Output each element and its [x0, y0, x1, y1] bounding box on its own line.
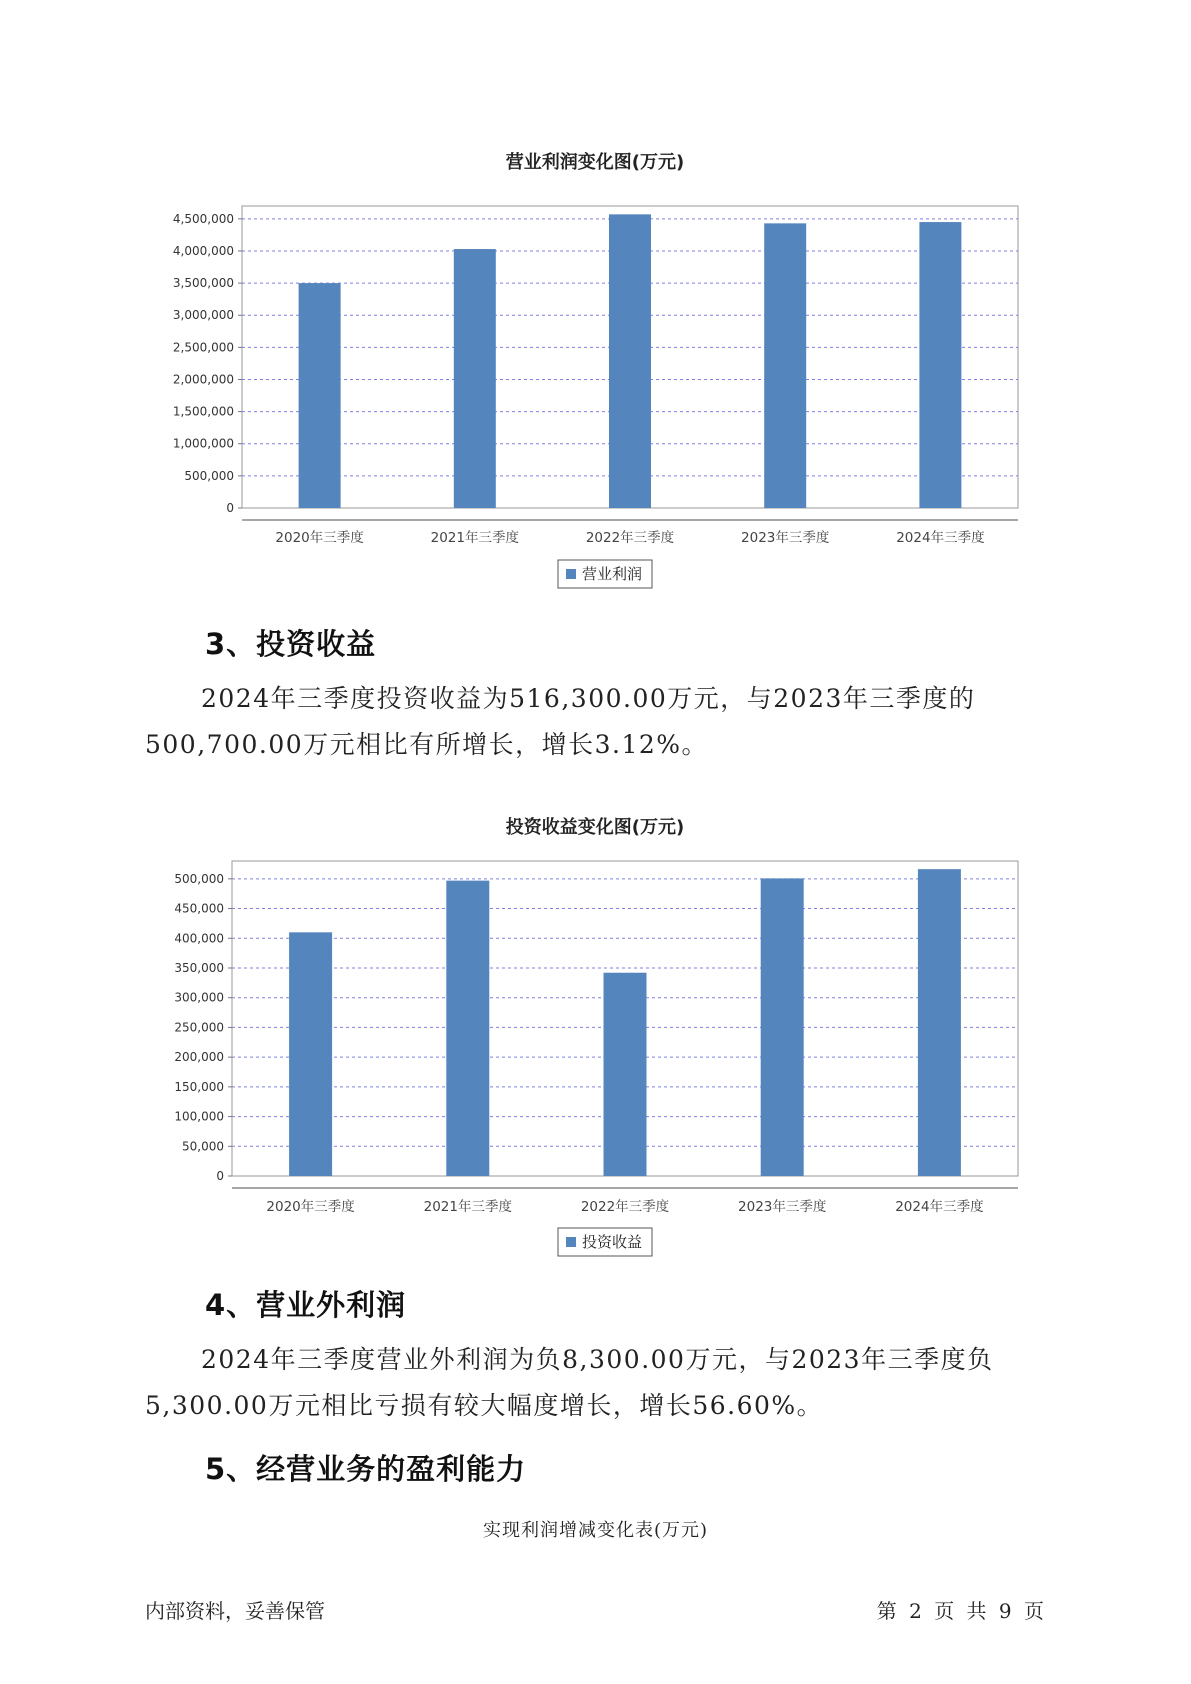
section-3-line-2: 500,700.00万元相比有所增长，增长3.12%。: [145, 730, 709, 759]
investment-income-chart: [0, 795, 1191, 1265]
category-label: 2024年三季度: [895, 1199, 984, 1215]
y-tick-label: 2,000,000: [172, 372, 234, 387]
legend-label: 营业利润: [582, 565, 643, 583]
section-3-line-1: 2024年三季度投资收益为516,300.00万元，与2023年三季度的: [201, 684, 976, 713]
operating-profit-chart: [0, 130, 1191, 600]
y-tick-label: 500,000: [184, 468, 234, 483]
section-4-heading: 4、营业外利润: [205, 1288, 407, 1322]
y-tick-label: 50,000: [182, 1139, 224, 1154]
category-label: 2024年三季度: [896, 530, 985, 546]
bar-2: [454, 249, 496, 508]
bar-3: [609, 214, 651, 508]
bar-2: [446, 881, 489, 1176]
category-label: 2021年三季度: [423, 1199, 512, 1215]
bar-5: [918, 869, 961, 1176]
bar-4: [764, 223, 806, 508]
section-3-heading: 3、投资收益: [205, 627, 377, 661]
chart-legend: [558, 560, 652, 588]
category-label: 2020年三季度: [266, 1199, 355, 1215]
bar-1: [299, 283, 341, 508]
bar-4: [761, 878, 804, 1176]
table-caption: 实现利润增减变化表(万元): [482, 1520, 709, 1541]
y-tick-label: 1,000,000: [172, 436, 234, 451]
section-5-heading: 5、经营业务的盈利能力: [205, 1452, 527, 1486]
y-tick-label: 2,500,000: [172, 340, 234, 355]
category-label: 2022年三季度: [585, 530, 675, 546]
category-label: 2020年三季度: [275, 530, 364, 546]
bar-1: [289, 932, 332, 1176]
footer-confidential-note: 内部资料，妥善保管: [145, 1599, 325, 1623]
y-tick-label: 4,000,000: [172, 243, 234, 258]
section-4-line-1: 2024年三季度营业外利润为负8,300.00万元，与2023年三季度负: [201, 1345, 994, 1374]
y-tick-label: 250,000: [174, 1020, 224, 1035]
y-tick-label: 100,000: [174, 1109, 224, 1124]
footer-page-number: 第 2 页 共 9 页: [876, 1599, 1044, 1623]
section-3-paragraph: [145, 676, 1045, 768]
category-label: 2022年三季度: [580, 1199, 670, 1215]
section-4-paragraph: [145, 1337, 1045, 1429]
legend-swatch: [566, 569, 576, 579]
y-tick-label: 500,000: [174, 871, 224, 886]
y-tick-label: 300,000: [174, 990, 224, 1005]
y-tick-label: 200,000: [174, 1050, 224, 1065]
chart-legend: [558, 1228, 652, 1256]
legend-swatch: [566, 1237, 576, 1247]
y-tick-label: 0: [216, 1169, 224, 1183]
y-tick-label: 4,500,000: [172, 211, 234, 226]
y-tick-label: 450,000: [174, 901, 224, 916]
y-tick-label: 0: [226, 501, 234, 515]
category-label: 2023年三季度: [741, 530, 830, 546]
category-label: 2021年三季度: [430, 530, 519, 546]
y-tick-label: 150,000: [174, 1079, 224, 1094]
bar-3: [604, 973, 647, 1176]
investment-income-chart-svg: [0, 795, 1191, 1265]
chart-title: 投资收益变化图(万元): [505, 817, 685, 838]
y-tick-label: 3,500,000: [172, 276, 234, 291]
operating-profit-chart-svg: [0, 130, 1191, 600]
chart-title: 营业利润变化图(万元): [505, 152, 685, 173]
y-tick-label: 400,000: [174, 931, 224, 946]
y-tick-label: 3,000,000: [172, 308, 234, 323]
legend-label: 投资收益: [582, 1233, 643, 1251]
bar-5: [919, 222, 961, 508]
y-tick-label: 1,500,000: [172, 404, 234, 419]
y-tick-label: 350,000: [174, 960, 224, 975]
category-label: 2023年三季度: [738, 1199, 827, 1215]
section-4-line-2: 5,300.00万元相比亏损有较大幅度增长，增长56.60%。: [145, 1391, 824, 1420]
